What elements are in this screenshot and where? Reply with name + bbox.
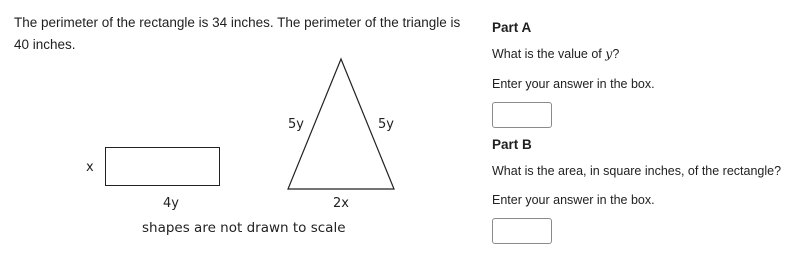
part-b-heading: Part B [492,137,532,152]
problem-statement: The perimeter of the rectangle is 34 inches. The perimeter of the triangle is 40 inches. [14,15,461,52]
rectangle-shape [105,147,220,186]
rectangle-bottom-label: 4y [163,196,179,211]
triangle-left-label: 5y [288,117,304,132]
triangle-right-label: 5y [378,117,394,132]
part-a-heading: Part A [492,20,532,35]
part-a-question-variable: y [605,46,613,61]
part-b-answer-input[interactable] [492,218,552,244]
triangle-base-label: 2x [333,196,349,211]
part-a-instruction: Enter your answer in the box. [492,77,655,91]
part-b-instruction: Enter your answer in the box. [492,193,655,207]
part-a-question-suffix: ? [612,47,620,61]
part-b-question: What is the area, in square inches, of the rectangle? [492,164,782,178]
part-a-question [492,46,619,61]
rectangle-side-label: x [86,160,94,175]
scale-note: shapes are not drawn to scale [142,220,346,236]
part-a-answer-input[interactable] [492,102,552,128]
part-a-question-prefix: What is the value of [492,47,606,61]
